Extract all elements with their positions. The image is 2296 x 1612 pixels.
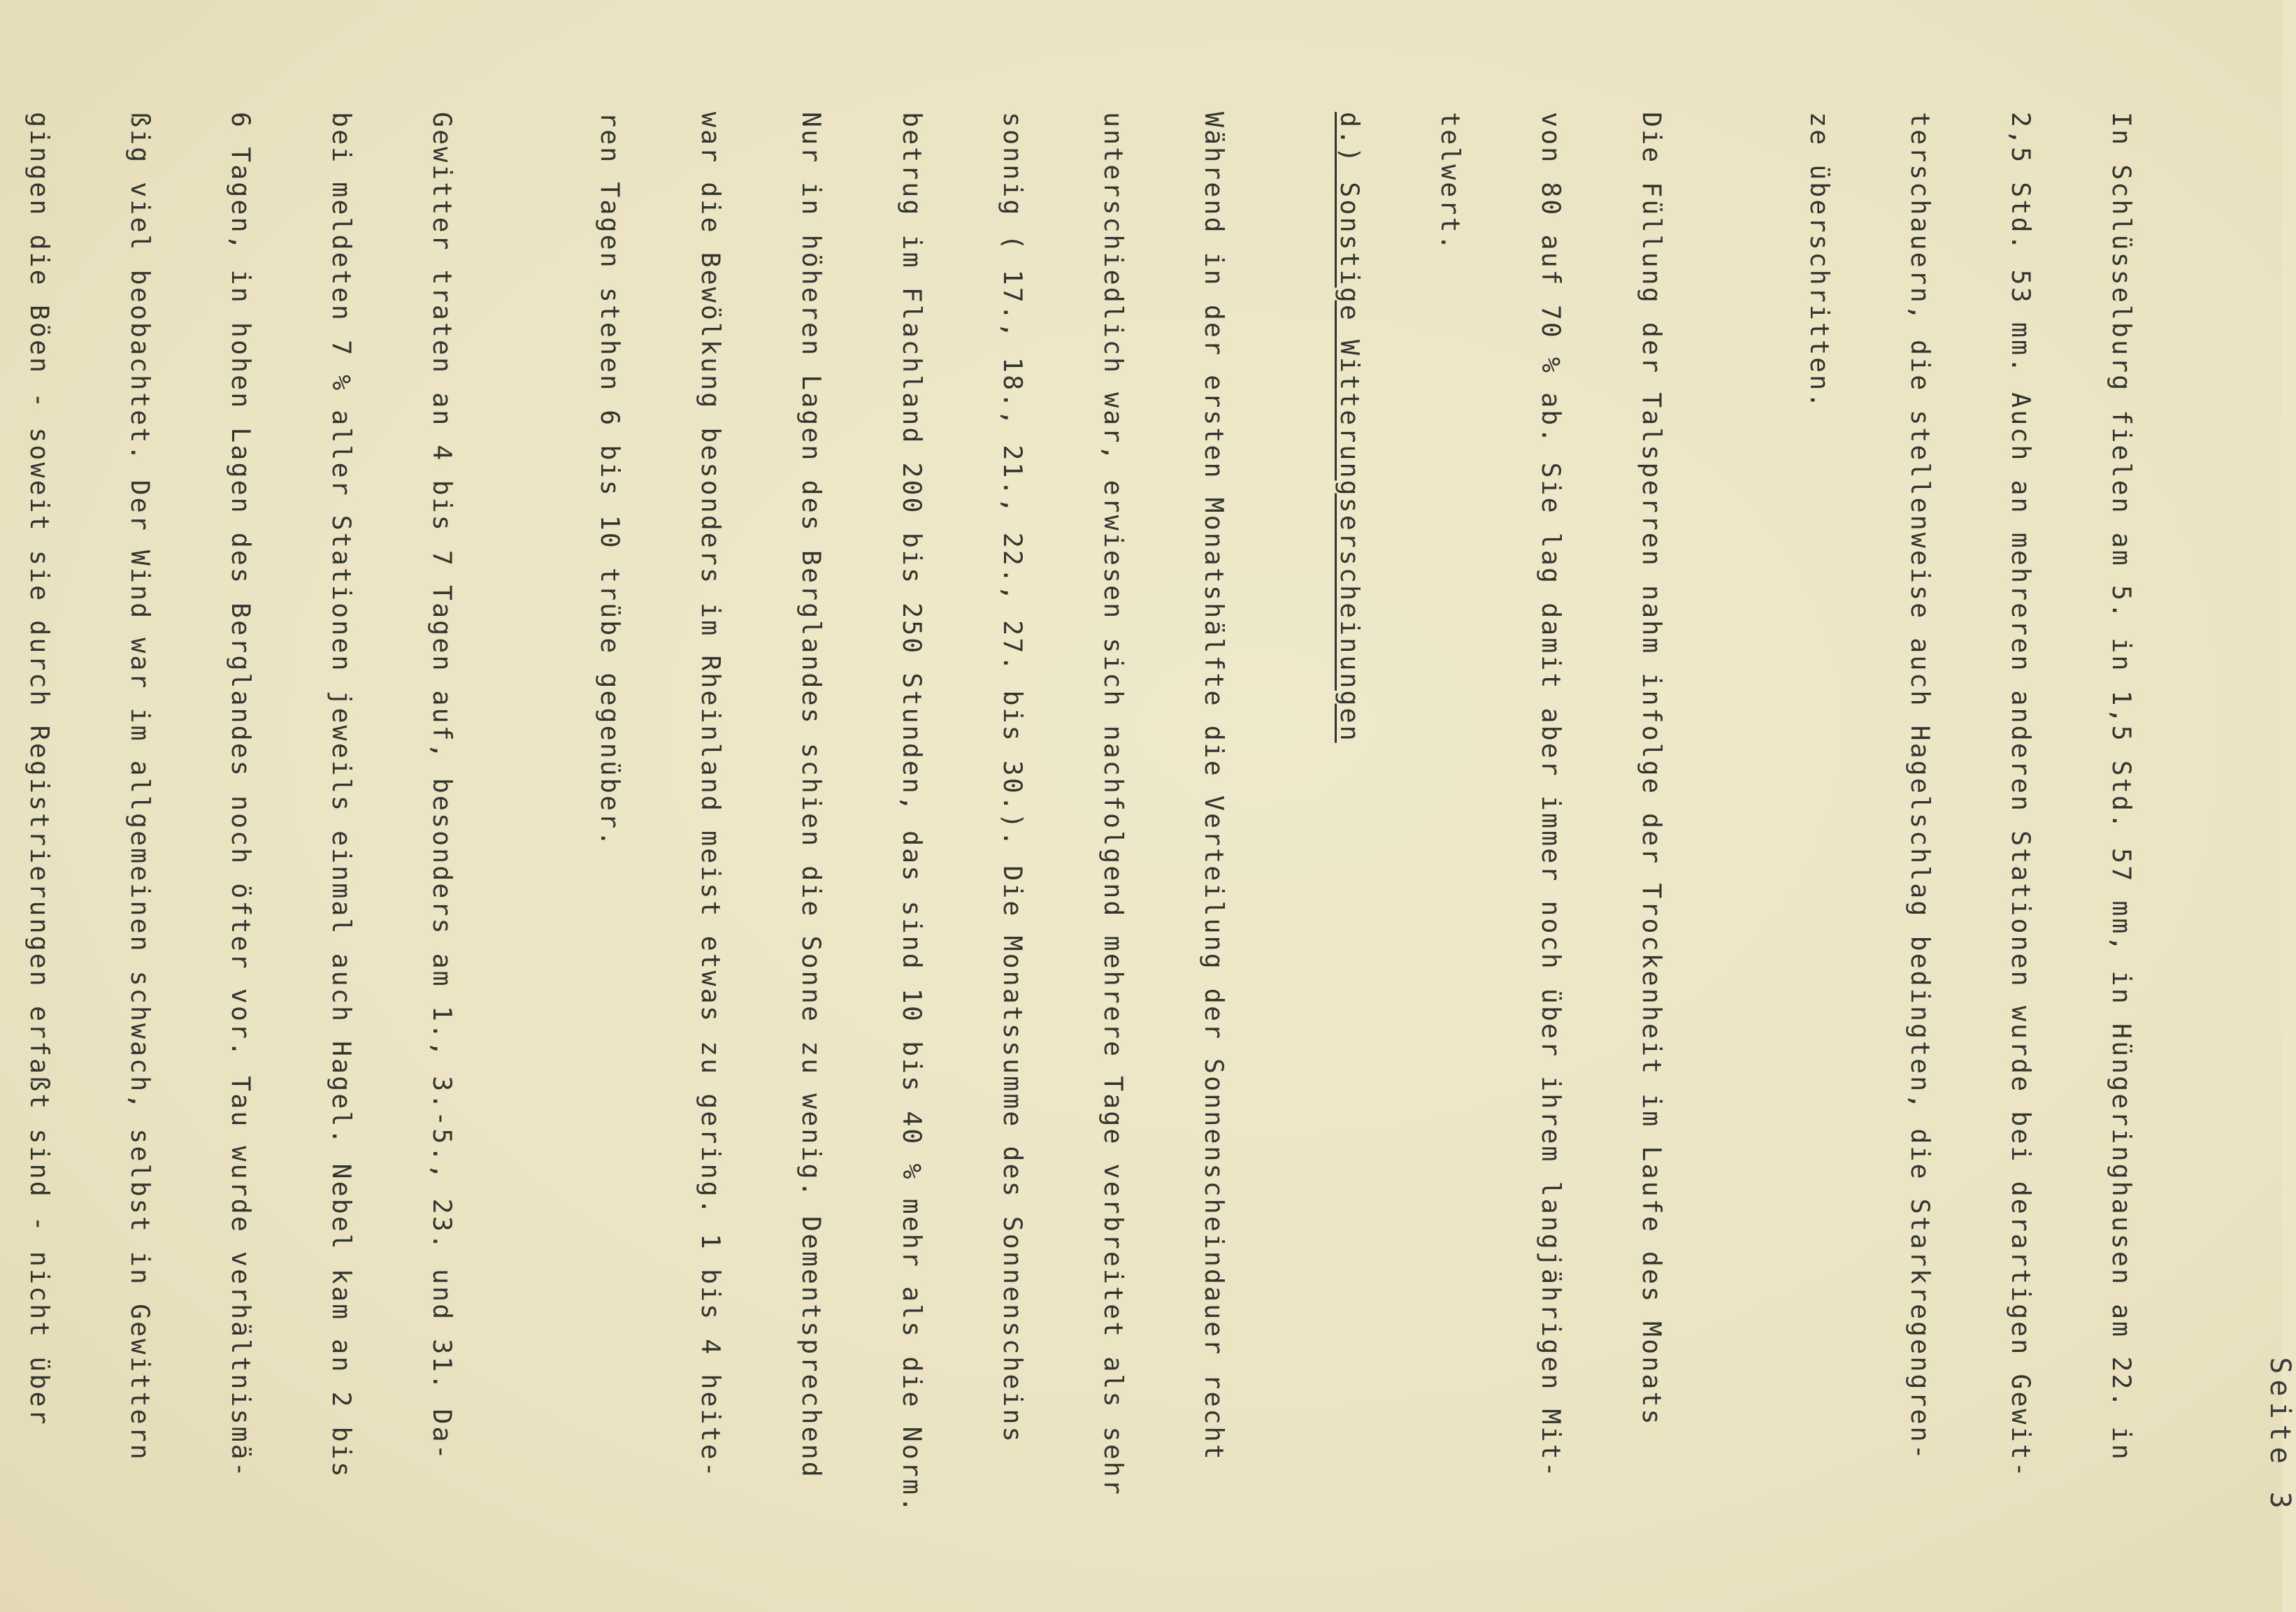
text-line: von 80 auf 70 % ab. Sie lag damit aber immer noch über ihrem langjährigen Mit- [1536, 112, 1566, 1479]
paragraph-gewitter [0, 112, 526, 1482]
text-line: bei meldeten 7 % aller Stationen jeweils einmal auch Hagel. Nebel kam an 2 bis [327, 112, 357, 1479]
text-line: telwert. [1435, 112, 1465, 252]
text-line: 6 Tagen, in hohen Lagen des Berglandes noch öfter vor. Tau wurde verhältnismä- [226, 112, 256, 1479]
text-line: In Schlüsselburg fielen am 5. in 1,5 Std. 57 mm, in Hüngeringhausen am 22. in [2107, 112, 2137, 1462]
text-line: Nur in höheren Lagen des Berglandes schien die Sonne zu wenig. Dementsprechend [796, 112, 826, 1479]
paragraph-sonnenschein [526, 112, 1298, 1514]
text-line: unterschiedlich war, erwiesen sich nachfolgend mehrere Tage verbreitet als sehr [1098, 112, 1128, 1497]
text-line: ßig viel beobachtet. Der Wind war im allgemeinen schwach, selbst in Gewittern [125, 112, 155, 1462]
text-line: gingen die Böen - soweit sie durch Registrierungen erfaßt sind - nicht über [24, 112, 55, 1427]
document-body [0, 112, 2205, 1514]
text-line: ze überschritten. [1804, 112, 1835, 410]
paragraph-talsperren [1366, 112, 1735, 1482]
text-line: Die Füllung der Talsperren nahm infolge der Trockenheit im Laufe des Monats [1637, 112, 1667, 1427]
text-line: Gewitter traten an 4 bis 7 Tagen auf, besonders am 1., 3.-5., 23. und 31. Da- [427, 112, 457, 1462]
text-line: betrug im Flachland 200 bis 250 Stunden, das sind 10 bis 40 % mehr als die Norm. [897, 112, 927, 1514]
text-line: sonnig ( 17., 18., 21., 22., 27. bis 30.). Die Monatssumme des Sonnenscheins [998, 112, 1028, 1444]
section-heading-d: d.) Sonstige Witterungserscheinungen [1335, 112, 1365, 743]
page-number: Seite 3 [2264, 1357, 2296, 1514]
text-line: 2,5 Std. 53 mm. Auch an mehreren anderen Stationen wurde bei derartigen Gewit- [2006, 112, 2036, 1479]
text-line: terschauern, die stellenweise auch Hagelschlag bedingten, die Starkregengren- [1905, 112, 1935, 1462]
paragraph-intro [1735, 112, 2205, 1482]
text-line: war die Bewölkung besonders im Rheinland meist etwas zu gering. 1 bis 4 heite- [696, 112, 726, 1479]
text-line: ren Tagen stehen 6 bis 10 trübe gegenüber. [595, 112, 625, 849]
text-line: Während in der ersten Monatshälfte die Verteilung der Sonnenscheindauer recht [1199, 112, 1229, 1462]
